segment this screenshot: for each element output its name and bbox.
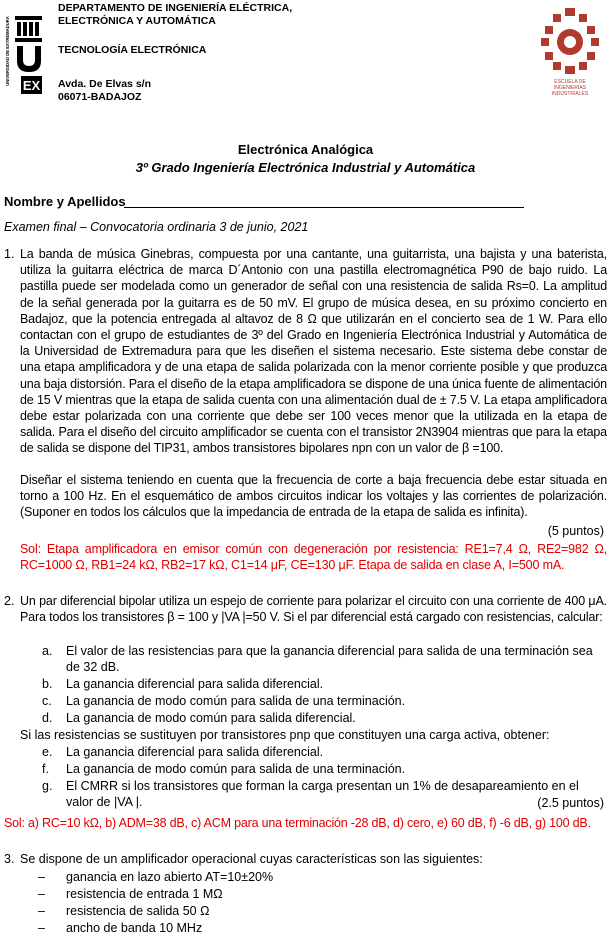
q3-number: 3. bbox=[4, 852, 15, 866]
school-caption-3: INDUSTRIALES bbox=[551, 91, 589, 97]
q2-item-a-label: a. bbox=[42, 644, 53, 658]
q2-number: 2. bbox=[4, 594, 15, 608]
exam-info: Examen final – Convocatoria ordinaria 3 de junio, 2021 bbox=[4, 220, 309, 234]
q2-item-b-label: b. bbox=[42, 677, 53, 691]
school-caption-1: ESCUELA DE bbox=[554, 79, 586, 85]
course-title: Electrónica Analógica bbox=[237, 142, 374, 157]
q1-paragraph-2: Diseñar el sistema teniendo en cuenta que la frecuencia de corte a baja frecuencia debe estar situada en torno a 100 Hz. En el esquemático de ambos circuitos indicar los voltajes y las corrientes de polarización. (Suponer en todos los cálculos que la impedancia de entrada de la etapa de salida es infinita). bbox=[20, 473, 607, 520]
degree-title: 3º Grado Ingeniería Electrónica Industrial y Automática bbox=[135, 160, 476, 175]
svg-text:EX: EX bbox=[22, 78, 41, 93]
q3-dash-2: – bbox=[38, 887, 45, 901]
q3-dash-1: – bbox=[38, 870, 45, 884]
q1-points: (5 puntos) bbox=[547, 524, 604, 538]
school-logo bbox=[535, 6, 605, 98]
department-line-2: ELECTRÓNICA Y AUTOMÁTICA bbox=[58, 15, 216, 27]
q2-intro: Un par diferencial bipolar utiliza un espejo de corriente para polarizar el circuito con una corriente de 400 μA. Para todos los transistores β = 100 y |VA |=50 V. Si el par diferencial está cargado con resistencias, calcular: bbox=[20, 594, 607, 625]
university-vertical-text: UNIVERSIDAD DE EXTREMADURA bbox=[5, 16, 10, 86]
q3-dash-3: – bbox=[38, 904, 45, 918]
q2-solution: Sol: a) RC=10 kΩ, b) ADM=38 dB, c) ACM para una terminación -28 dB, d) cero, e) 60 dB, f) -6 dB, g) 100 dB. bbox=[4, 816, 591, 830]
q3-dash-4: – bbox=[38, 921, 45, 935]
q1-number: 1. bbox=[4, 247, 15, 261]
q2-item-g: El CMRR si los transistores que forman la carga presentan un 1% de desapareamiento en el valor de |VA |. bbox=[66, 779, 579, 810]
q3-item-input-resistance: resistencia de entrada 1 MΩ bbox=[66, 887, 223, 901]
q2-item-f: La ganancia de modo común para salida de una terminación. bbox=[66, 762, 406, 776]
q2-item-c-label: c. bbox=[42, 694, 52, 708]
area-name: TECNOLOGÍA ELECTRÓNICA bbox=[58, 44, 207, 56]
q1-paragraph: La banda de música Ginebras, compuesta por una cantante, una guitarrista, una bajista y una baterista, utiliza la guitarra eléctrica de marca D´Antonio con una pastilla electromagnética P90 de bajo ruido. La pastilla puede ser modelada como un generador de señal con una resistencia de salida Rs=0. La amplitud de la señal generada por la guitarra es de 50 mV. El grupo de música desea, en su próximo concierto en Badajoz, que la potencia entregada al altavoz de 8 Ω que utilizarán en el concierto sea de 1 W. Para ello contactan con el grupo de estudiantes de 3º del Grado en Ingeniería Electrónica Industrial y Automática de la Universidad de Extremadura para que les diseñen el sistema necesario. Este sistema debe constar de una etapa amplificadora y de una etapa de salida polarizada con la menor corriente posible y que produzca una baja distorsión. Para el diseño de la etapa amplificadora se dispone de una única fuente de alimentación de 15 V mientras que la etapa de salida cuenta con una alimentación dual de ± 7.5 V. La etapa amplificadora debe estar polarizada con una corriente que debe ser 100 veces menor que la utilizada en la etapa de salida. Para el diseño del circuito amplificador se cuenta con el transistor 2N3904 mientras que para la etapa de salida se dispone del TIP31, ambos transistores bipolares npn con un valor de β =100. bbox=[20, 247, 607, 456]
q2-item-g-label: g. bbox=[42, 779, 53, 793]
q3-intro: Se dispone de un amplificador operacional cuyas características son las siguientes: bbox=[20, 852, 483, 866]
q2-item-c: La ganancia de modo común para salida de una terminación. bbox=[66, 694, 406, 708]
school-caption-2: INGENIERÍAS bbox=[553, 85, 587, 91]
q3-item-output-resistance: resistencia de salida 50 Ω bbox=[66, 904, 210, 918]
department-name bbox=[58, 2, 292, 28]
q2-item-d-label: d. bbox=[42, 711, 53, 725]
q2-points: (2.5 puntos) bbox=[537, 796, 604, 810]
q2-intro-2: Si las resistencias se sustituyen por transistores pnp que constituyen una carga activa, obtener: bbox=[20, 728, 550, 742]
address-line-2: 06071-BADAJOZ bbox=[58, 91, 142, 103]
q2-item-e: La ganancia diferencial para salida diferencial. bbox=[66, 745, 324, 759]
q2-item-d: La ganancia de modo común para salida diferencial. bbox=[66, 711, 356, 725]
q2-item-a: El valor de las resistencias para que la ganancia diferencial para salida de una terminación sea de 32 dB. bbox=[66, 644, 593, 675]
address bbox=[58, 78, 151, 104]
name-label: Nombre y Apellidos bbox=[4, 194, 126, 209]
q2-item-b: La ganancia diferencial para salida diferencial. bbox=[66, 677, 324, 691]
department-line-1: DEPARTAMENTO DE INGENIERÍA ELÉCTRICA, bbox=[58, 2, 293, 14]
q3-item-gain: ganancia en lazo abierto AT=10±20% bbox=[66, 870, 274, 884]
name-field-line[interactable] bbox=[124, 207, 524, 208]
q3-item-bandwidth: ancho de banda 10 MHz bbox=[66, 921, 203, 935]
q2-item-e-label: e. bbox=[42, 745, 53, 759]
university-logo bbox=[4, 6, 48, 96]
q1-solution: Sol: Etapa amplificadora en emisor común con degeneración por resistencia: RE1=7,4 Ω, RE2=982 Ω, RC=1000 Ω, RB1=24 kΩ, RB2=17 kΩ, C1=14 μF, CE=130 μF. Etapa de salida en clase A, I=500 mA. bbox=[20, 542, 607, 573]
address-line-1: Avda. De Elvas s/n bbox=[58, 78, 151, 90]
q2-item-f-label: f. bbox=[42, 762, 49, 776]
